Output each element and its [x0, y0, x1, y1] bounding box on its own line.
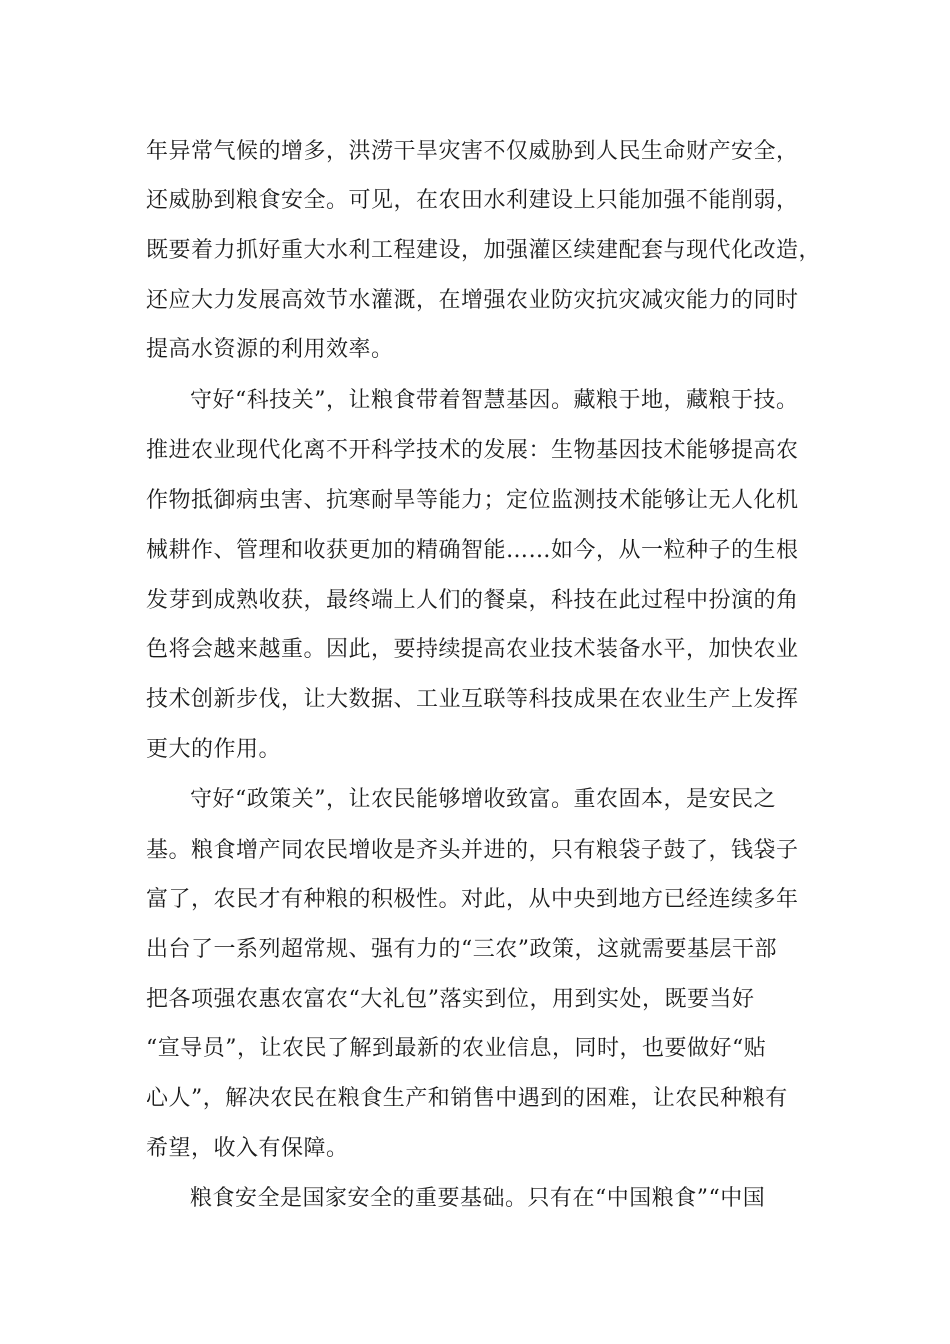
text-line: “宣导员”，让农民了解到最新的农业信息，同时，也要做好“贴	[146, 1036, 767, 1061]
text-line: 富了，农民才有种粮的积极性。对此，从中央到地方已经连续多年	[146, 887, 799, 912]
text-line: 推进农业现代化离不开科学技术的发展：生物基因技术能够提高农	[146, 438, 799, 463]
text-line: 还威胁到粮食安全。可见，在农田水利建设上只能加强不能削弱，	[146, 188, 799, 213]
text-line: 心人”，解决农民在粮食生产和销售中遇到的困难，让农民种粮有	[146, 1086, 788, 1111]
text-line: 提高水资源的利用效率。	[146, 337, 394, 362]
paragraph-start-line: 粮食安全是国家安全的重要基础。只有在“中国粮食”“中国	[190, 1186, 766, 1211]
text-line: 技术创新步伐，让大数据、工业互联等科技成果在农业生产上发挥	[146, 687, 799, 712]
text-line: 把各项强农惠农富农“大礼包”落实到位，用到实处，既要当好	[146, 987, 755, 1012]
text-line: 还应大力发展高效节水灌溉，在增强农业防灾抗灾减灾能力的同时	[146, 288, 799, 313]
text-line: 发芽到成熟收获，最终端上人们的餐桌，科技在此过程中扮演的角	[146, 588, 799, 613]
text-line: 械耕作、管理和收获更加的精确智能……如今，从一粒种子的生根	[146, 538, 799, 563]
text-line: 既要着力抓好重大水利工程建设，加强灌区续建配套与现代化改造，	[146, 238, 822, 263]
text-line: 基。粮食增产同农民增收是齐头并进的，只有粮袋子鼓了，钱袋子	[146, 838, 799, 863]
paragraph-start-line: 守好“政策关”，让农民能够增收致富。重农固本，是安民之	[190, 787, 776, 812]
text-line: 年异常气候的增多，洪涝干旱灾害不仅威胁到人民生命财产安全，	[146, 139, 799, 164]
text-line: 出台了一系列超常规、强有力的“三农”政策，这就需要基层干部	[146, 937, 777, 962]
text-line: 色将会越来越重。因此，要持续提高农业技术装备水平，加快农业	[146, 637, 799, 662]
text-line: 作物抵御病虫害、抗寒耐旱等能力；定位监测技术能够让无人化机	[146, 488, 799, 513]
text-line: 希望，收入有保障。	[146, 1136, 349, 1161]
text-line: 更大的作用。	[146, 737, 282, 762]
paragraph-start-line: 守好“科技关”，让粮食带着智慧基因。藏粮于地，藏粮于技。	[190, 388, 799, 413]
